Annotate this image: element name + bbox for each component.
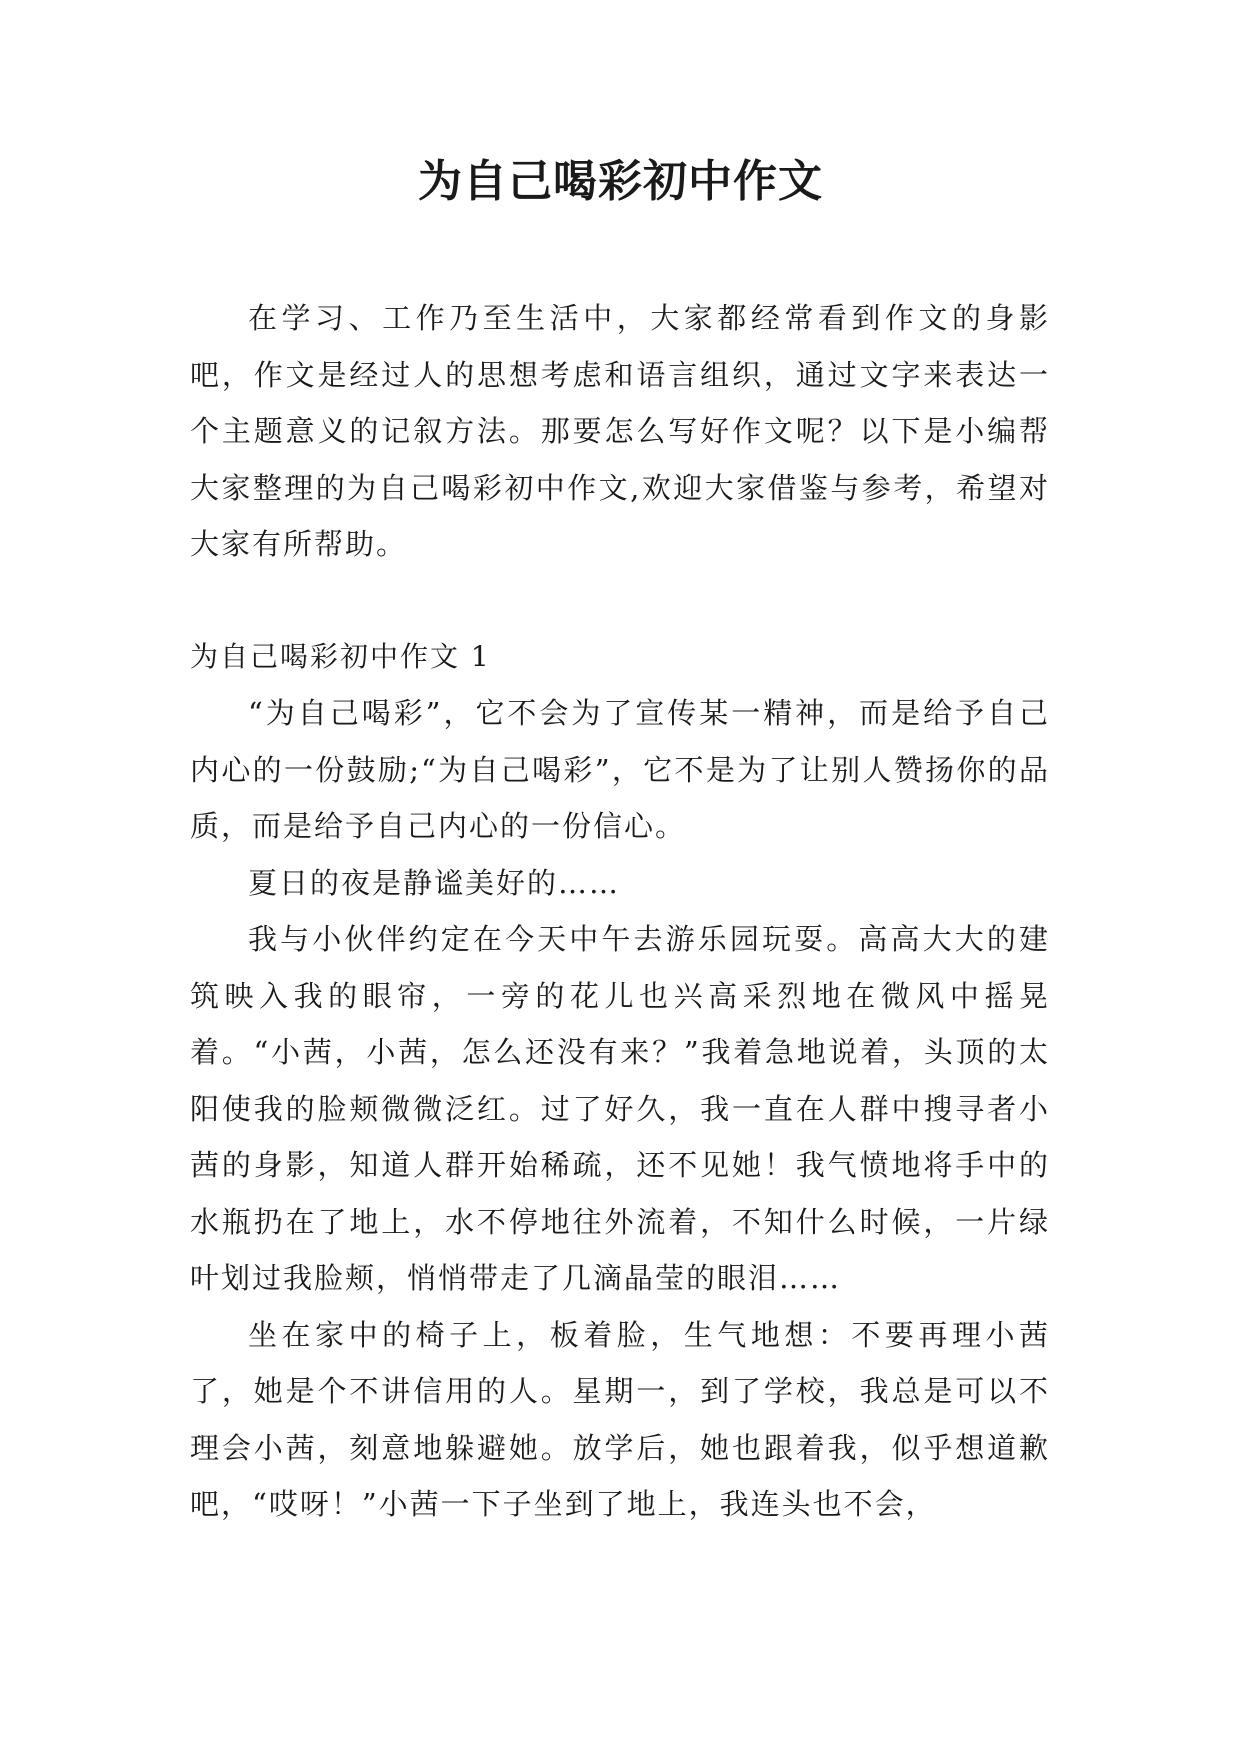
document-body — [190, 290, 1050, 1533]
body-paragraph-3: 我与小伙伴约定在今天中午去游乐园玩耍。高高大大的建筑映入我的眼帘，一旁的花儿也兴高采烈地在微风中摇晃着。“小茜，小茜，怎么还没有来？”我着急地说着，头顶的太阳使我的脸颊微微泛红。过了好久，我一直在人群中搜寻者小茜的身影，知道人群开始稀疏，还不见她！我气愤地将手中的水瓶扔在了地上，水不停地往外流着，不知什么时候，一片绿叶划过我脸颊，悄悄带走了几滴晶莹的眼泪…… — [190, 922, 1050, 1295]
body-paragraph-4: 坐在家中的椅子上，板着脸，生气地想：不要再理小茜了，她是个不讲信用的人。星期一，到了学校，我总是可以不理会小茜，刻意地躲避她。放学后，她也跟着我，似乎想道歉吧，“哎呀！”小茜一下子坐到了地上，我连头也不会， — [190, 1317, 1050, 1521]
body-paragraph-2: 夏日的夜是静谧美好的…… — [248, 865, 621, 900]
section-heading: 为自己喝彩初中作文 1 — [190, 639, 491, 673]
body-paragraph-1: “为自己喝彩”，它不会为了宣传某一精神，而是给予自己内心的一份鼓励;“为自己喝彩”，它不是为了让别人赞扬你的品质，而是给予自己内心的一份信心。 — [190, 696, 1050, 843]
intro-paragraph: 在学习、工作乃至生活中，大家都经常看到作文的身影吧，作文是经过人的思想考虑和语言组织，通过文字来表达一个主题意义的记叙方法。那要怎么写好作文呢？以下是小编帮大家整理的为自己喝彩初中作文,欢迎大家借鉴与参考，希望对大家有所帮助。 — [190, 301, 1050, 561]
document-title: 为自己喝彩初中作文 — [418, 156, 823, 207]
